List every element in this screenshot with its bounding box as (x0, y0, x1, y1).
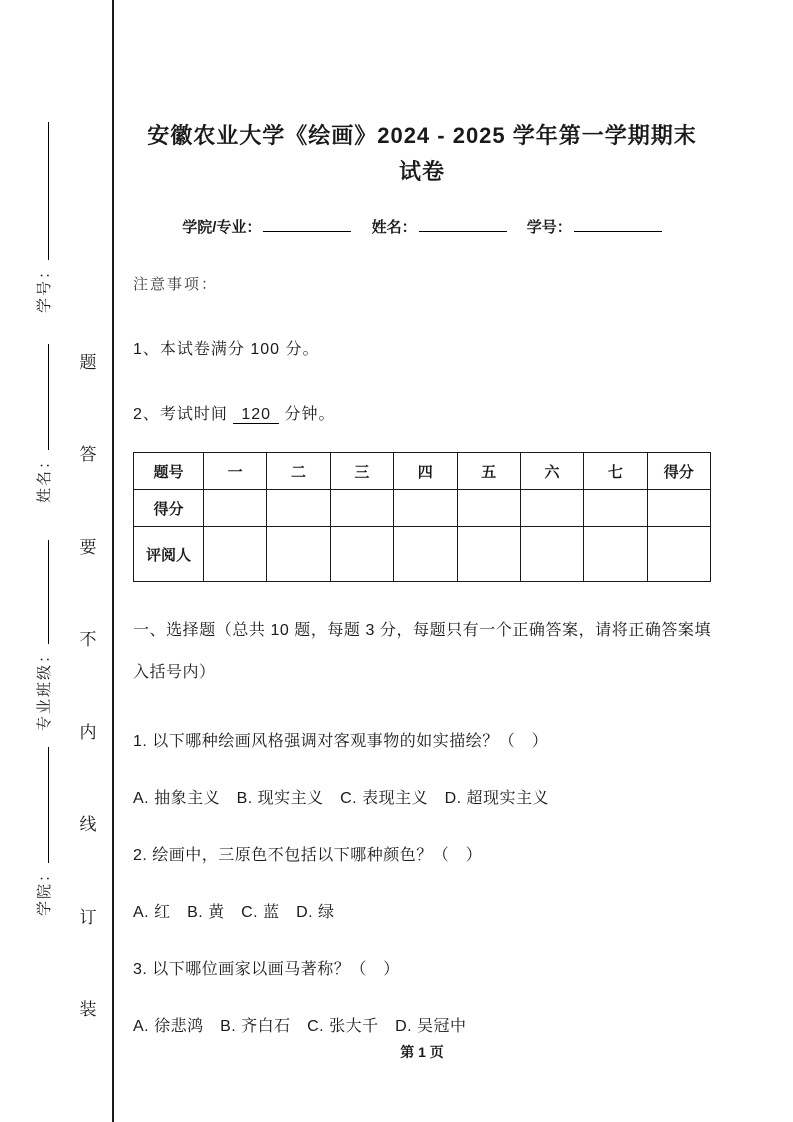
reviewer-row-label: 评阅人 (134, 527, 204, 582)
question-3-options: A. 徐悲鸿 B. 齐白石 C. 张大千 D. 吴冠中 (133, 1018, 467, 1035)
notice-item-2-suffix: 分钟。 (284, 406, 336, 423)
question-1-options: A. 抽象主义 B. 现实主义 C. 表现主义 D. 超现实主义 (133, 790, 550, 807)
seal-char: 线 (79, 815, 97, 835)
binding-field-name (33, 344, 54, 503)
student-info-row (133, 216, 711, 237)
score-table-header-cell: 七 (584, 453, 647, 490)
score-table-header-cell: 四 (394, 453, 457, 490)
score-table-reviewer-row (134, 527, 711, 582)
binding-field-label: 学号： (36, 261, 53, 313)
score-cell-empty (394, 490, 457, 527)
score-table-header-cell: 六 (520, 453, 583, 490)
section-1-heading: 一、选择题（总共 10 题，每题 3 分，每题只有一个正确答案，请将正确答案填入括号内） (133, 622, 711, 681)
binding-field-college (33, 747, 54, 916)
binding-divider-line (112, 0, 114, 1122)
score-cell-empty (330, 490, 393, 527)
info-field-blank (419, 218, 507, 232)
seal-char: 内 (79, 722, 97, 742)
score-table-score-row (134, 490, 711, 527)
score-table-header-cell: 三 (330, 453, 393, 490)
info-field-student-id (527, 219, 662, 236)
info-field-name (372, 219, 507, 236)
binding-field-blank (36, 747, 49, 863)
score-table-header-cell: 二 (267, 453, 330, 490)
binding-field-class (33, 540, 54, 731)
question-2-options: A. 红 B. 黄 C. 蓝 D. 绿 (133, 904, 335, 921)
score-cell-empty (647, 490, 710, 527)
score-table-header-cell: 一 (204, 453, 267, 490)
question-1-text: 1. 以下哪种绘画风格强调对客观事物的如实描绘？（ ） (133, 733, 549, 750)
score-table-header-cell: 五 (457, 453, 520, 490)
notice-item-1: 1、本试卷满分 100 分。 (133, 341, 320, 358)
notice-item-2-prefix: 2、考试时间 (133, 406, 228, 423)
score-table-header-cell: 得分 (647, 453, 710, 490)
page-title (133, 118, 711, 190)
seal-char: 装 (79, 999, 97, 1019)
binding-field-blank (36, 344, 49, 450)
binding-field-label: 学院： (36, 864, 53, 916)
seal-char: 答 (79, 445, 97, 465)
notice-item-2 (133, 401, 711, 424)
page-title-line1: 安徽农业大学《绘画》2024 - 2025 学年第一学期期末 (147, 123, 697, 148)
page-number: 第 1 页 (400, 1044, 444, 1060)
reviewer-cell-empty (267, 527, 330, 582)
notice-heading: 注意事项： (133, 276, 219, 293)
reviewer-cell-empty (330, 527, 393, 582)
reviewer-cell-empty (204, 527, 267, 582)
exam-duration-value: 120 (233, 406, 279, 424)
info-field-label: 姓名： (371, 219, 417, 236)
seal-char: 题 (79, 353, 97, 372)
score-table (133, 452, 711, 582)
score-cell-empty (584, 490, 647, 527)
reviewer-cell-empty (457, 527, 520, 582)
seal-char: 订 (79, 907, 97, 927)
info-field-blank (574, 218, 662, 232)
binding-field-blank (36, 122, 49, 260)
info-field-college-major (182, 219, 351, 236)
seal-char: 要 (79, 537, 97, 557)
score-cell-empty (457, 490, 520, 527)
binding-field-blank (36, 540, 49, 644)
binding-seal-text (76, 348, 100, 1020)
reviewer-cell-empty (520, 527, 583, 582)
reviewer-cell-empty (647, 527, 710, 582)
binding-field-label: 姓名： (36, 451, 53, 503)
binding-field-student-id (33, 122, 54, 313)
question-3-text: 3. 以下哪位画家以画马著称？（ ） (133, 961, 400, 978)
score-cell-empty (267, 490, 330, 527)
seal-char: 不 (79, 630, 97, 650)
score-cell-empty (204, 490, 267, 527)
reviewer-cell-empty (394, 527, 457, 582)
score-cell-empty (520, 490, 583, 527)
reviewer-cell-empty (584, 527, 647, 582)
binding-field-label: 专业班级： (36, 645, 53, 731)
page-title-line2: 试卷 (398, 159, 445, 184)
info-field-blank (263, 218, 351, 232)
question-2-text: 2. 绘画中，三原色不包括以下哪种颜色？（ ） (133, 847, 483, 864)
score-table-header-cell: 题号 (134, 453, 204, 490)
info-field-label: 学号： (526, 219, 572, 236)
score-row-label: 得分 (134, 490, 204, 527)
exam-paper (133, 0, 711, 1036)
info-field-label: 学院/专业： (182, 219, 262, 236)
score-table-header-row (134, 453, 711, 490)
